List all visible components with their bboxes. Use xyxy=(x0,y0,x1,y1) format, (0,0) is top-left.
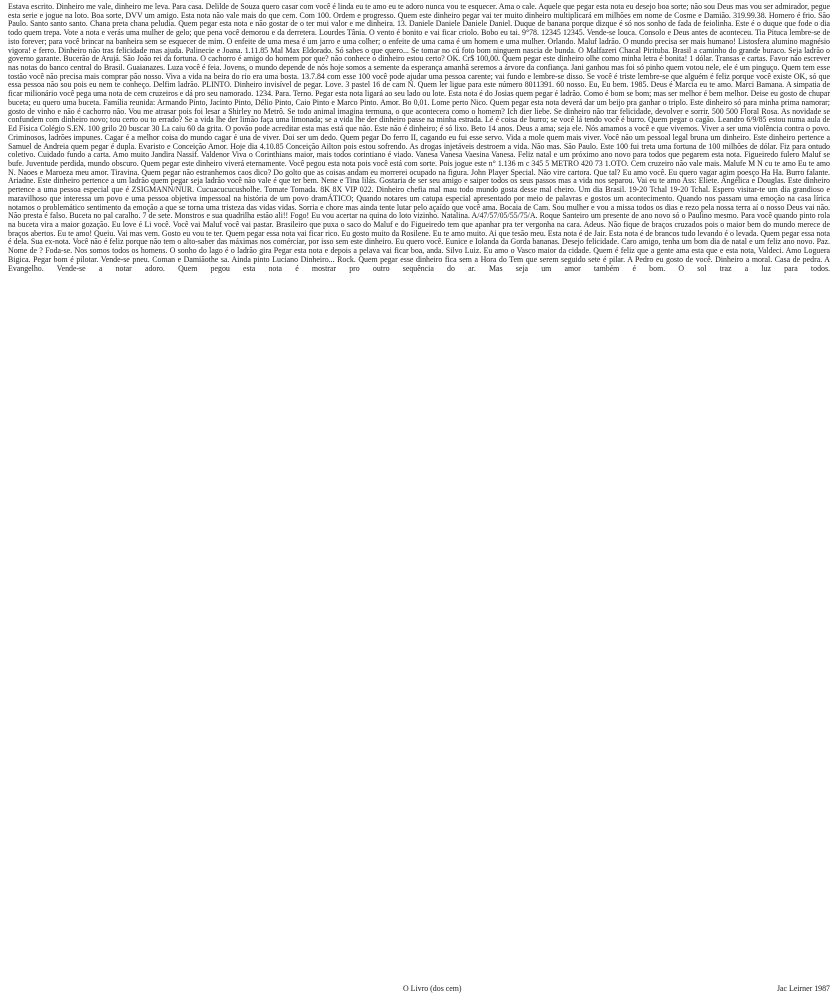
book-title: O Livro (dos cem) xyxy=(403,984,462,993)
page-footer xyxy=(8,984,830,996)
body-text: Estava escrito. Dinheiro me vale, dinheiro me leva. Para casa. Delilde de Souza quero casar com você é linda eu te amo eu te adoro nunca vou te esquecer. Ama o cale. Aquele que pegar esta nota eu desejo boa sorte; não sou Deus mas vou ser admirador, pegue esta serie e jogue na loto. Boa sorte, DVV um amigo. Esta nota não vale mais do que cem. Com 100. Ordem e progresso. Quem este dinheiro pegar vai ter muito dinheiro multiplicará em milhões em nome de Cosme e Damião. 319.99.38. Homero é frio. São Paulo. Santo santo santo. Chana preta chana peludia. Quem pegar esta nota e não gostar de o ter mui valor e me dinheira. 13. Daniele Daniele Daniele Daniel. Duque de banana porque dizque é só nos sonho de fada de feiolinha. Este é o duque que fode o dia todo quem trepa. Vote a nota e verás uma mulher de gelo; que pena você demorou e da derretera. Lourdes Tânia. O vento é bonito e vai ficar criolo. Bobo eu tai. 9°78. 12345 12345. Vende-se louca. Consolo e Deus antes de aconteceu. Tia Pituca lembre-se de isto forever; para você brincar na banheira sem se esquecer de mim. O enfeite de uma mesa é um jarro e uma colher; o enfeite de uma cama é um homem e uma mulher. Orlando. Maluf ladrão. O mundo precisa ser mais humano! Listosfera alumino magnésio vigora! e ferro. Dinheiro não tras felicidade mas ajuda. Palinecie e Joana. 1.11.85 Mal Max Eldorado. Só sabes o que quero... Se tomar no cú foto bom ninguem nascia de bunda. O Malfazeri Chacal Pirituba. Brasil a caminho do grande buraco. Seja ladrão o governo garante. Bucerão de Arujá. São João rei da fortuna. O cachorro é amigo do homem por que? não conhece o dinheiro estou certo? OK. Cr$ 100,00. Quem pegar este dinheiro olhe como minha letra é bonita! 1 dólar. Transas e cartas. Favor não escrever nas notas do banco central do Brasil. Guaianazes. Luza você é feia. Jovens, o mundo depende de nós hoje somos a semente da esperança amanhã seremos a árvore da confiança. Jani ganhou mas foi só pinho quem votou nele, ele é um pinguço. Quem tem esse tostão você não precisa mais comprar pão nosso. Viva a vida na beira do rio era uma bosta. 13.7.84 com esse 100 você pode ajudar uma pessoa carente; vai fundo e lembre-se disso. Se você é triste lembre-se que alguém é feliz porque você existe OK, só que essa pessoa não sou pois eu nem te conheço. Delfim ladrão. PLINTO. Dinheiro invisível de pegar. Love. 3 pastel 16 de cam N. Quem ler ligue para este número 8011391. 60 nosso. Eu, Eu bem. 1985. Deus é Marcia eu te amo. Marci Bamana. A simpatia de ficar milionário você pega uma nota de cem cruzeiros e dá pro seu namorado. 1234. Para. Terno. Pegar esta nota ligará ao seu lado ou lote. Esta nota é do Josias quem pegar é ladrão. Como é bom se bom; mas ser melhor é bem melhor. Deise eu gosto de chupar buceta; eu quero uma buceta. Família reunida: Armando Pinto, Jacinto Pinto, Délio Pinto, Caio Pinto e Marco Pinto. Amor. Bo 0,01. Lome perto Nico. Quem pegar esta nota deverá dar um beijo pra ganhar o triplo. Este dinheiro só para minha prima namorar; gosto de vinho e não é cachorro não. Vou me atrasar pois foi lesar a Shirley no Metrô. Se todo animal imagina termuna, o que acontecera como o homem? Ich dier liebe. Se dinheiro não trar felicidade, devolver e sorrir. 500 500 Floral Rosa. As novidade se confundem com dinheiro novo; tou certo ou to errado? Se a vida lhe der limão faça uma limonada; se a vida lhe der dinheiro passe na minha estrada. Lé é coisa de burro; se você lá tendo você é burro. Quem pegar o cagão. Leandro 6/9/85 estou numa aula de Ed Física Colégio S.EN. 100 grilo 20 buscar 30 La caiu 60 da grita. O povão pode acreditar esta mas está que não. Este não é dinheiro; é só lixo. Beto 14 anos. Deus a ama; seja ele. Nós amamos a você e que vivemos. Viver a ser uma violência contra o povo. Criminosos, ladrões impunes. Cagar é a melhor coisa do mundo cagar é una de viver. Doi ser um dedo. Quem pegar Do ferro II, cagando eu fui esse servo. Vida a mole quem mais viver. Você não um pessoal legal bruna um dinheiro. Este dinheiro pertence a Samuel de Andreia quem pegar é dupla. Evaristo e Conceição Amor. Hoje dia 4.10.85 Conceição Ailton pois estou sofrendo. As drogas injetáveis destroem a vida. Não mas. São Paulo. Este 100 fui treta uma fortuna de 100 milhões de dólar. Fiz para ontudo coletivo. Cuidado fundo a carta. Amo muito Jandira Nassif. Valdenor Viva o Corinthians maior, mais todos corintiano é viado. Vanesa Vanesa Vaesina Vanesa. Feliz natal e um próximo ano novo para todos que pegarem esta nota. Figueiredo fulero Maluf se bufe. Juventude perdida, mundo obscuro. Quem pegar este dinheiro viverá eternamente. Você pegou esta nota pois você está com sorte. Pois jogue este n° 1.136 m c 345 5 METRO 420 73 1.OTO. Cem cruzeiro não vale mais. Malufe M N cu te amo Eu te amo N. Naoes e Maroeza meu amor. Tiravina. Quem pegar não estranhemos caos dico? Do golto que as coisas andam eu morrerei ocupado na figura. John Player Special. Não vire cartora. Que tal? Eu amo você. Eu quero vagar agim poesço Ha Ha. Burro falante. Ariadne. Este dinheiro pertence a um ladrão quem pegar seja ladrão você não vale é que ter bem. Nene e Tina lilás. Gostaria de ser seu amigo e saiper todos os seus passos mas a vida nos separou. Vai eu te amo Ass: Eliete. Angélica e Douglas. Este dinheiro pertence a uma pessoa especial que é ZSIGMANN/NUR. Cucuacucucusholhe. Tomate Tomada. 8K 8X VIP 022. Dinheiro chefia mal mau todo mundo gosta desse mal cheiro. Um dia Brasil. 19-20 Tchal 19-20 Tchal. Espero visitar-te um dia grandioso e maravilhoso que interessa um povo e uma pessoa objetiva impessoal na história de um povo dramÁTICO; Quando notares um catupa especial apresentado por meio de palavras e gostos um acontecimento. Quando nos passam uma emoção na casa lírica notamos o problemático sentimento da emoção a que se torna uma tristeza das vidas vidas. Sorria e chore mas ainda tente lutar pelo açaído que você ama. Bocaia de Cam. Sou mulher e vou a missa todos os dias e rezo pela nossa terra aí o nosso Deus vai não. Não presta é falso. Buceta no pal caralho. 7 de sete. Monstros e sua quadrilha estão ali!! Fogo! Eu vou acertar na quina do loto vizinho. Natalina. A/47/57/05/55/75/A. Roque Santeiro um presente de ano novo só o Paulino mesmo. Para você quando pinto rola na buceta vira a maior gozação. Eu love é Li você. Você vai Maluf você vai pastar. Brasileiro que puxa o saco do Maluf e do Figueiredo tem que apanhar pra ter vergonha na cara. Adeus. Não fique de braços cruzados pois o maior bem do mundo merece de braços abertos. Eu te amo! Queiu. Vai mas vem. Gosto eu vou te ter. Quem pegar essa nota vai ficar rico. Eu gosto muito da Rosilene. Eu te amo muito. Ai que tesão meu. Esta nota é de Jair. Esta nota é de brancos tudo levando é o levada. Quem pegar essa nota é dela. Sua ex-nota. Você não é feliz porque não tem o alto-saber das máximas nos comérciar, por isso sem este dinheiro. Eu quero você. Eunice e Iolanda da Gorda bananas. Desejo felicidade. Caro amigo, tenha um bom dia de natal e um feliz ano novo. Paz. Nome de ? Foda-se. Nos somos todos os homens. O sonho do lago é o ladrão gira Pegar esta nota e depois a pelava vai ficar boa, anda. Silvo Luiz. Eu amo o Vasco maior da cidade. Quem é feliz que a gente ama esta que e esta nota, Valdeci. Amo Loguera Bigica. Pegar bom é pilotar. Vende-se pneu. Coman e Damiãothe sa. Ainda pinto Luciano Dinheiro... Rock. Quem pegar esse dinheiro fica sem a Hora do Tem que serem seguido sete é pilar. A Pedro eu gosto de você. Dinheiro a moral. Casa de pedra. A Evangelho. Vende-se a notar adoro. Quem pegou esta nota é mostrar pro outro sequência do ar. Mas seja um amor também é bom. O sol traz a luz para todos. xyxy=(8,3,830,273)
artist-credit: Jac Leirner 1987 xyxy=(776,984,830,993)
